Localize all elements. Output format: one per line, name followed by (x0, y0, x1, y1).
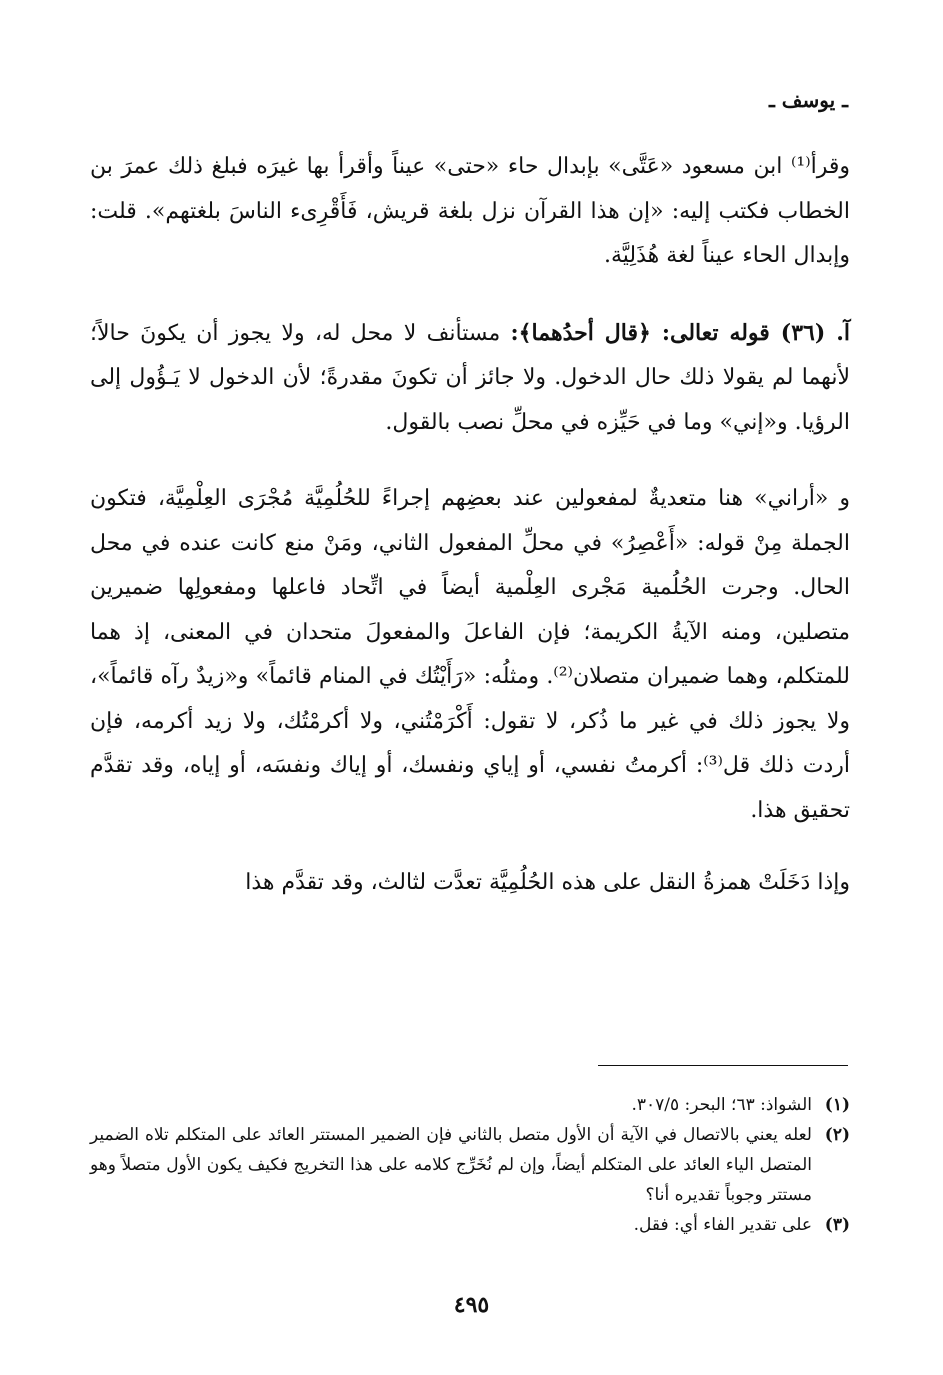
main-text (90, 145, 850, 906)
paragraph-3: و «أراني» هنا متعديةٌ لمفعولين عند بعضِهم إجراءً للحُلُمِيَّة مُجْرَى العِلْمِيَّة، فتكون الجملة مِنْ قوله: «أَعْصِرُ» في محلِّ المفعول الثاني، ومَنْ منع كانت عنده في محل الحال. وجرت الحُلُمية مَجْرى العِلْمية أيضاً في اتِّحاد فاعلها ومفعولِها ضميرين متصلين، ومنه الآيةُ الكريمة؛ فإن الفاعلَ والمفعولَ متحدان في المعنى، إذ هما للمتكلم، وهما ضميران متصلان⁽²⁾. ومثلُه: «رَأَيْتُك في المنام قائماً» و«زيدٌ رآه قائماً»، ولا يجوز ذلك في غير ما ذُكر، لا تقول: أَكْرَمْتُني، ولا أكرمْتُك، ولا زيد أكرمه، فإن أردت ذلك قل⁽³⁾: أكرمتُ نفسي، أو إياي ونفسك، أو إياك ونفسَه، أو إياه، وقد تقدَّم تحقيق هذا. (90, 486, 850, 823)
footnote-divider (598, 1065, 848, 1066)
verse-heading: آ. (٣٦) قوله تعالى: ﴿قال أحدُهما﴾: (510, 319, 850, 346)
footnote-number: (٣) (824, 1215, 850, 1235)
footnote-number: (٢) (824, 1125, 850, 1145)
paragraph-4: وإذا دَخَلَتْ همزةُ النقل على هذه الحُلُمِيَّة تعدَّت لثالث، وقد تقدَّم هذا (245, 870, 850, 895)
running-header: ـ يوسف ـ (768, 88, 848, 112)
page-number: ٤٩٥ (453, 1292, 490, 1318)
footnote-text: على تقدير الفاء أي: فقل. (633, 1215, 812, 1235)
footnote (90, 1090, 850, 1120)
footnote-text: لعله يعني بالاتصال في الآية أن الأول متصل بالثاني فإن الضمير المستتر العائد على المتكلم تلاه الضمير المتصل الياء العائد على المتكلم أيضاً، وإن لم نُخَرِّج كلامه على هذا التخريج فكيف يكون الأول متصلاً وهو مستتر وجوباً تقديره أنا؟ (90, 1125, 812, 1205)
footnote-number: (١) (824, 1095, 850, 1115)
paragraph-2 (90, 311, 850, 446)
paragraph-1: وقرأ⁽¹⁾ ابن مسعود «عَتَّى» بإبدال حاء «حتى» عيناً وأقرأ بها غيرَه فبلغ ذلك عمرَ بن الخطاب فكتب إليه: «إن هذا القرآن نزل بلغة قريش، فَأَقْرِىء الناسَ بلغتهم». قلت: وإبدال الحاء عيناً لغة هُذَلِيَّة. (90, 154, 850, 268)
footnote (90, 1210, 850, 1240)
footnote-text: الشواذ: ٦٣؛ البحر: ٣٠٧/٥. (631, 1095, 812, 1115)
footnote (90, 1120, 850, 1210)
footnotes (90, 1090, 850, 1240)
paragraph-2-body: مستأنف لا محل له، ولا يجوز أن يكونَ حالاً؛ لأنهما لم يقولا ذلك حال الدخول. ولا جائز أن تكونَ مقدرةً؛ لأن الدخول لا يَـؤُول إلى الرؤيا. و«إني» وما في حَيِّزه في محلِّ نصب بالقول. (90, 320, 850, 435)
